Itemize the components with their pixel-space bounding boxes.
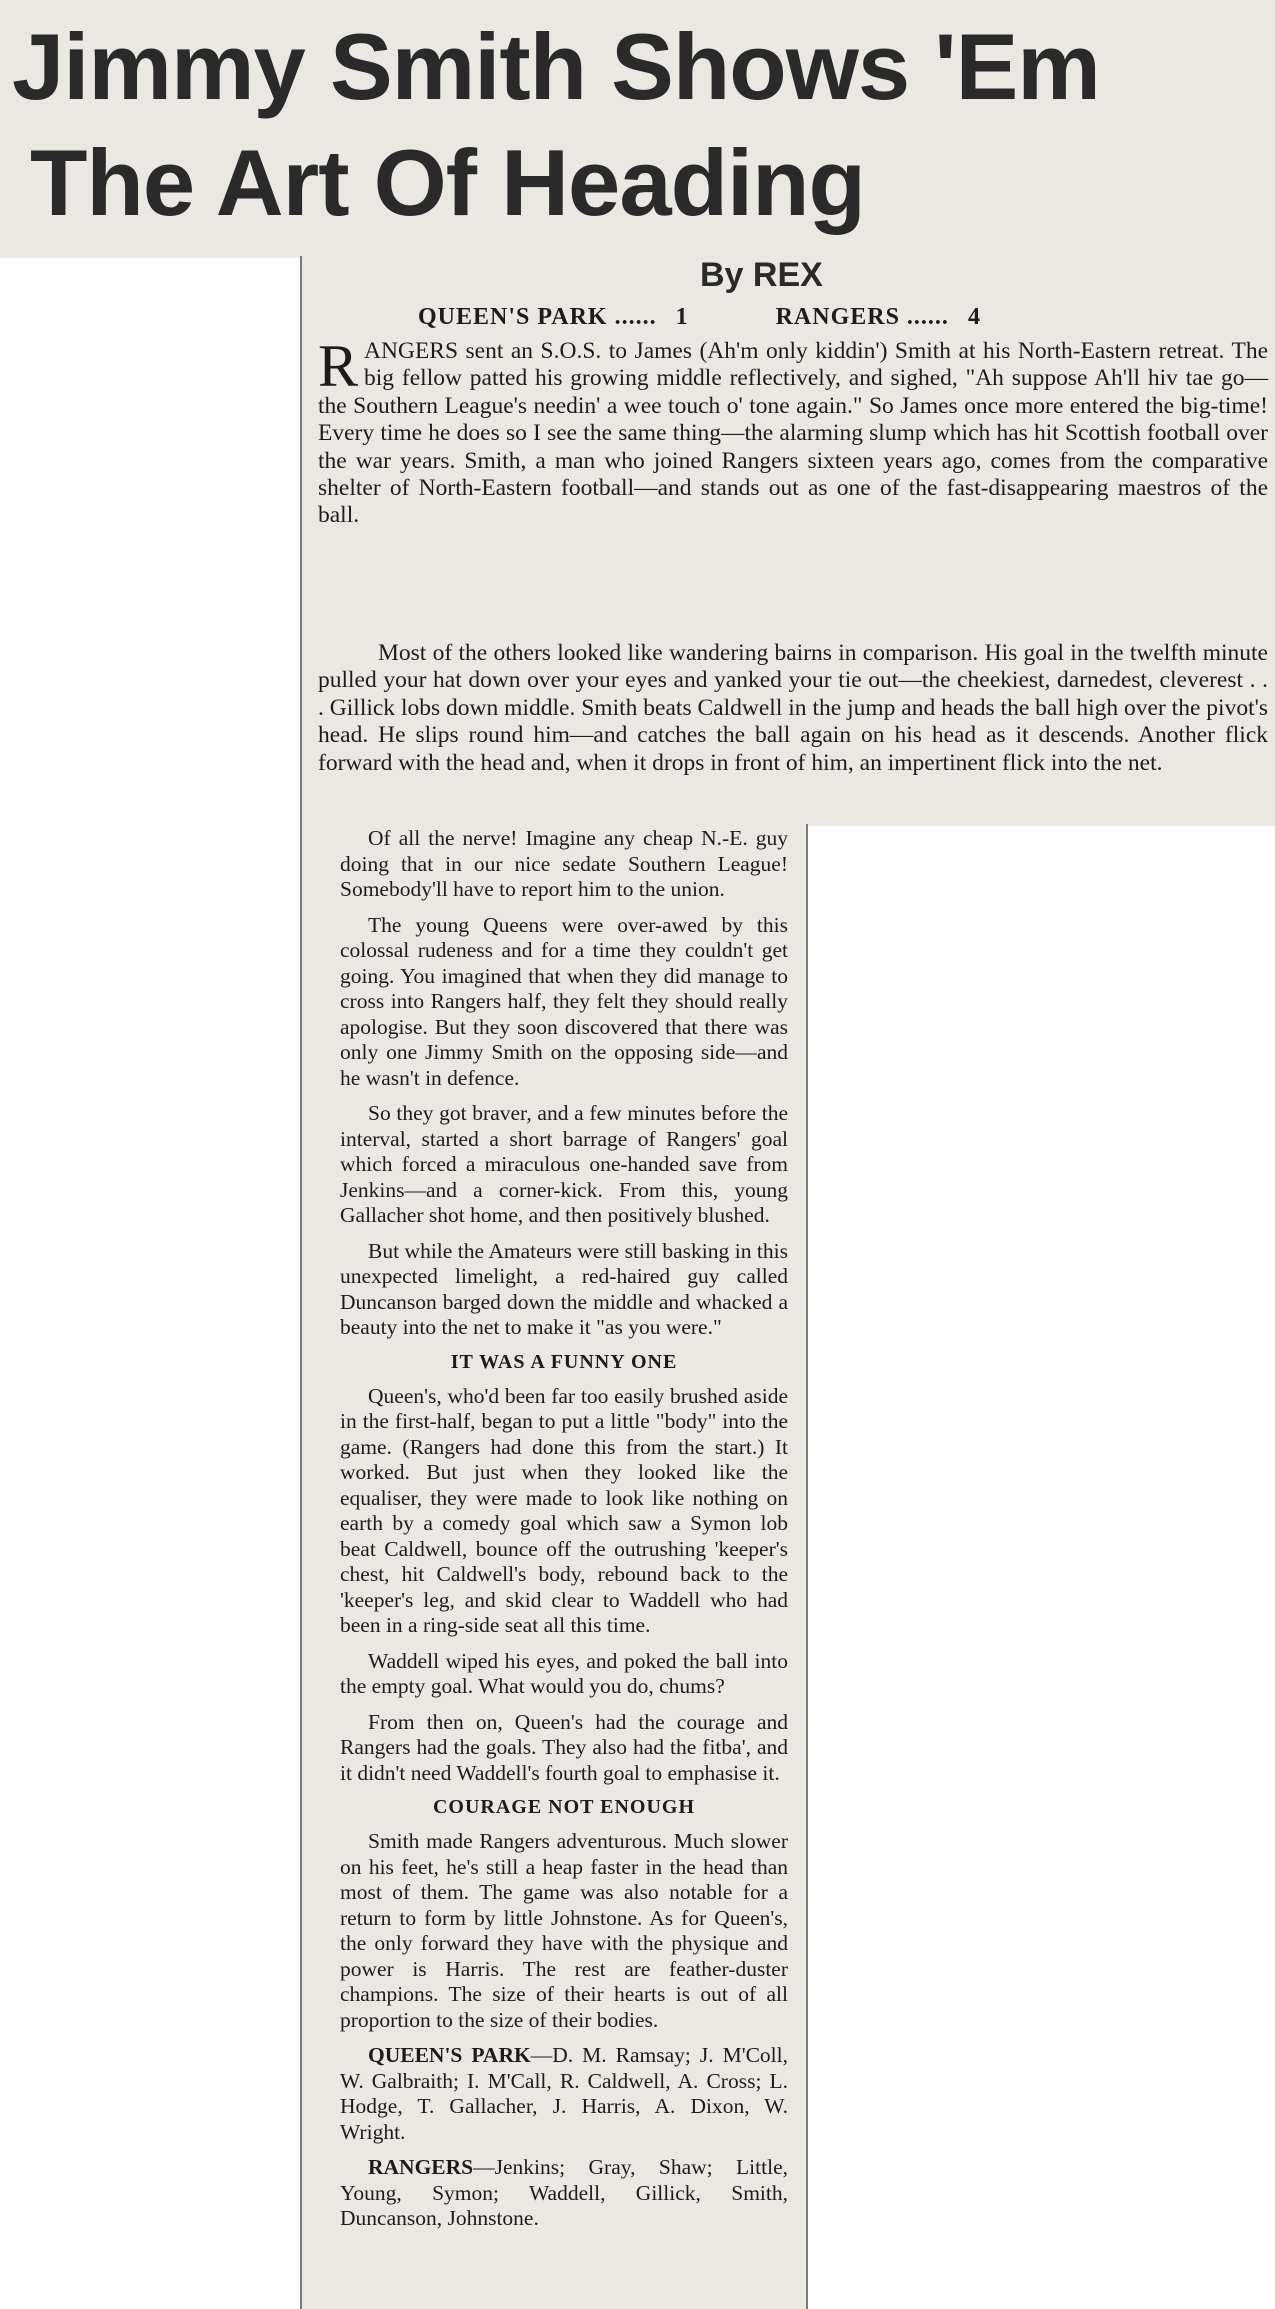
queens-park-lineup <box>340 2043 788 2145</box>
away-team: RANGERS ...... <box>775 304 949 330</box>
drop-cap: R <box>318 333 359 399</box>
rangers-lineup <box>340 2155 788 2232</box>
score-line <box>418 304 993 331</box>
clipping-column-edge <box>806 824 808 2309</box>
headline-line-2: The Art Of Heading <box>30 130 865 235</box>
paragraph-3: Of all the nerve! Imagine any cheap N.-E. guy doing that in our nice sedate Southern League! Somebody'll have to report him to the union. <box>340 826 788 901</box>
paragraph-10: Smith made Rangers adventurous. Much slower on his feet, he's still a heap faster in the head than most of them. The game was also notable for a return to form by little Johnstone. As for Queen's, the only forward they have with the physique and power is Harris. The rest are feather-duster champions. The size of their hearts is out of all proportion to the size of their bodies. <box>340 1829 788 2032</box>
paragraph-4: The young Queens were over-awed by this colossal rudeness and for a time they couldn't get going. You imagined that when they did manage to cross into Rangers half, they felt they should really apologise. But they soon discovered that there was only one Jimmy Smith on the opposing side—and he wasn't in defence. <box>340 912 788 1090</box>
paragraph-2: Most of the others looked like wandering bairns in comparison. His goal in the twelfth minute pulled your hat down over your eyes and yanked your tie out—the cheekiest, darnedest, cleverest . . . Gillick lobs down middle. Smith beats Caldwell in the jump and heads the ball high over the pivot's head. He slips round him—and catches the ball again on his head as it descends. Another flick forward with the head and, when it drops in front of him, an impertinent flick into the net. <box>318 640 1268 776</box>
queens-park-label: QUEEN'S PARK <box>368 2043 531 2067</box>
byline: By REX <box>700 256 823 294</box>
rangers-label: RANGERS <box>368 2155 474 2179</box>
home-goals: 1 <box>675 304 689 330</box>
queens-park-players: —D. M. Ramsay; J. M'Coll, W. Galbraith; I. M'Call, R. Caldwell, A. Cross; L. Hodge, T. Gallacher, J. Harris, A. Dixon, W. Wright. <box>340 2043 789 2144</box>
away-goals: 4 <box>967 304 981 330</box>
paragraph-1-text: ANGERS sent an S.O.S. to James (Ah'm only kiddin') Smith at his North-Eastern retreat. The big fellow patted his growing middle reflectively, and sighed, "Ah suppose Ah'll hiv tae go—the Southern League's needin' a wee touch o' tone again." So James once more entered the big-time! Every time he does so I see the same thing—the alarming slump which has hit Scottish football over the war years. Smith, a man who joined Rangers sixteen years ago, comes from the comparative shelter of North-Eastern football—and stands out as one of the fast-disappearing maestros of the ball. <box>318 338 1268 529</box>
paragraph-8: Waddell wiped his eyes, and poked the ball into the empty goal. What would you do, chums? <box>340 1648 788 1698</box>
paragraph-6: But while the Amateurs were still basking in this unexpected limelight, a red-haired guy called Duncanson barged down the middle and whacked a beauty into the net to make it "as you were." <box>340 1238 788 1339</box>
subheading-courage: COURAGE NOT ENOUGH <box>432 1796 696 1818</box>
home-team: QUEEN'S PARK ...... <box>418 304 657 330</box>
rangers-players: —Jenkins; Gray, Shaw; Little, Young, Symon; Waddell, Gillick, Smith, Duncanson, Johnstone. <box>340 2155 788 2230</box>
headline-line-1: Jimmy Smith Shows 'Em <box>12 14 1100 119</box>
narrow-column <box>340 826 788 2242</box>
paragraph-7: Queen's, who'd been far too easily brushed aside in the first-half, began to put a little "body" into the game. (Rangers had done this from the start.) It worked. But just when they looked like the equaliser, they were made to look like nothing on earth by a comedy goal which saw a Symon lob beat Caldwell, bounce off the outrushing 'keeper's chest, hit Caldwell's body, rebound back to the 'keeper's leg, and skid clear to Waddell who had been in a ring-side seat all this time. <box>340 1383 788 1637</box>
subheading-funny-one: IT WAS A FUNNY ONE <box>450 1350 678 1373</box>
paragraph-5: So they got braver, and a few minutes before the interval, started a short barrage of Rangers' goal which forced a miraculous one-handed save from Jenkins—and a corner-kick. From this, young Gallacher shot home, and then positively blushed. <box>340 1101 788 1227</box>
paragraph-1 <box>318 333 1268 530</box>
paragraph-9: From then on, Queen's had the courage and Rangers had the goals. They also had the fitba', and it didn't need Waddell's fourth goal to emphasise it. <box>340 1709 788 1785</box>
clipping-left-edge <box>300 256 302 2309</box>
